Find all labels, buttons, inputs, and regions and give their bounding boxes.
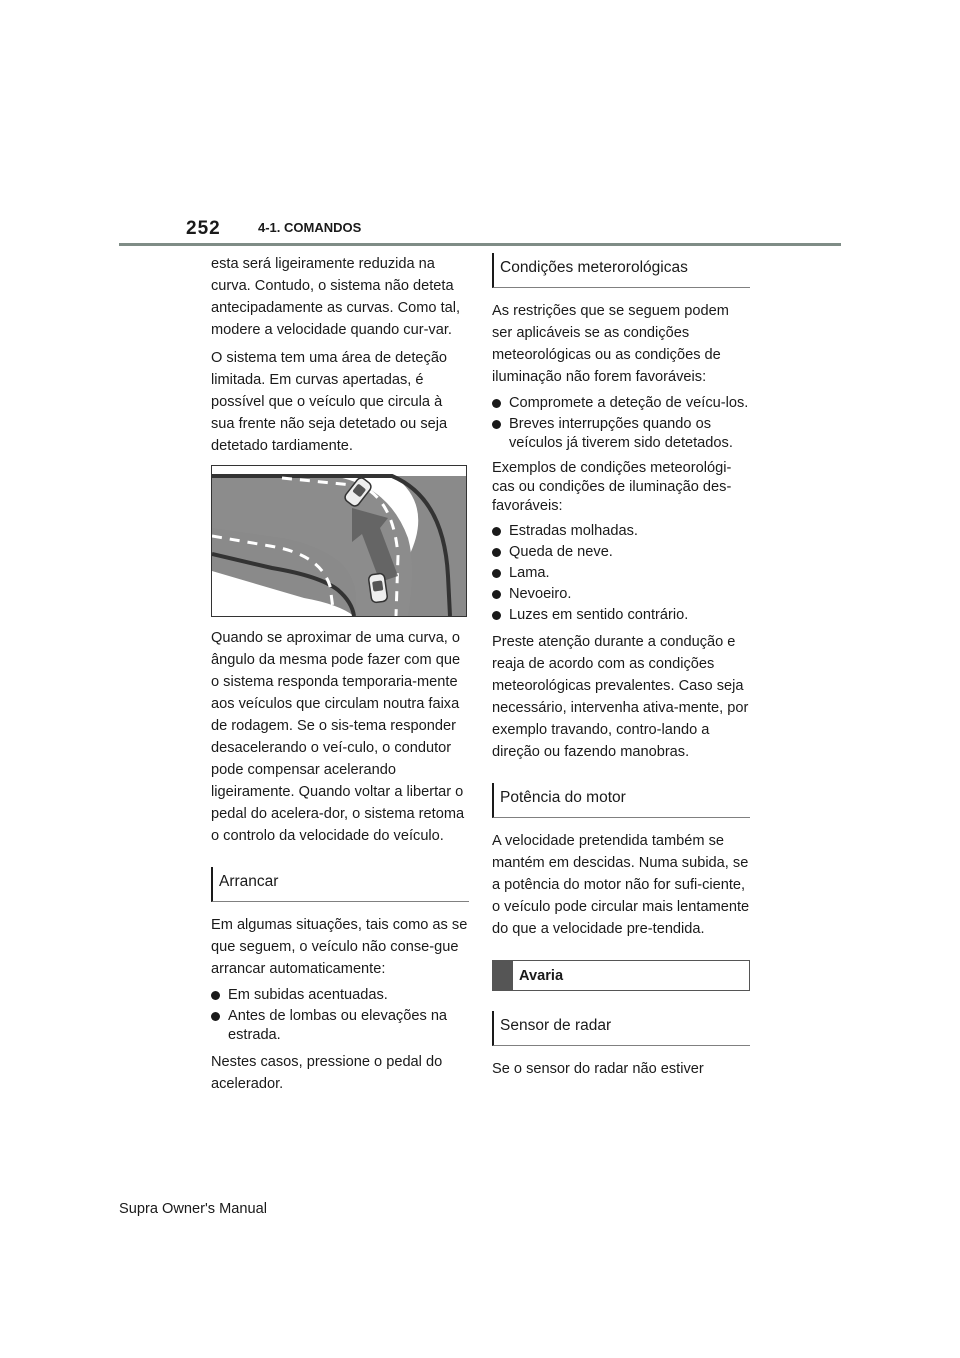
list-item: Lama. <box>492 564 750 583</box>
list-item: Compromete a deteção de veícu-los. <box>492 394 750 413</box>
bullet-list <box>492 522 750 625</box>
paragraph: O sistema tem uma área de deteção limitada. Em curvas apertadas, é possível que o veículo que circula à sua frente não seja detetado ou seja detetado tardiamente. <box>211 350 448 454</box>
page-number: 252 <box>186 218 221 239</box>
bullet-icon <box>492 590 501 599</box>
paragraph: Se o sensor do radar não estiver <box>492 1061 704 1077</box>
list-item: Luzes em sentido contrário. <box>492 606 750 625</box>
section-title: 4-1. COMANDOS <box>258 220 362 235</box>
heading-engine-power: Potência do motor <box>492 783 750 818</box>
paragraph: esta será ligeiramente reduzida na curva. Contudo, o sistema não deteta antecipadamente as curvas. Como tal, modere a velocidade quando cur-var. <box>211 256 461 338</box>
bullet-list <box>492 394 750 453</box>
paragraph: Quando se aproximar de uma curva, o ângulo da mesma pode fazer com que o sistema responda temporaria-mente aos veículos que circulam noutra faixa de rodagem. Se o sis-tema responder desacelerando o veí-culo, o condutor pode compensar acelerando ligeiramente. Quando voltar a libertar o pedal do acelera-dor, o sistema retoma o controlo da velocidade do veículo. <box>211 630 465 844</box>
paragraph: Preste atenção durante a condução e reaja de acordo com as condições meteorológicas prevalentes. Caso seja necessário, intervenha ativa-mente, por exemplo travando, contro-lando a direção ou fazendo manobras. <box>492 634 749 760</box>
list-item: Estradas molhadas. <box>492 522 750 541</box>
heading-radar-sensor: Sensor de radar <box>492 1011 750 1046</box>
paragraph: Exemplos de condições meteorológi-cas ou condições de iluminação des-favoráveis: <box>492 460 732 514</box>
list-item: Breves interrupções quando os veículos já tiverem sido detetados. <box>492 415 750 453</box>
bullet-icon <box>492 611 501 620</box>
bullet-icon <box>492 569 501 578</box>
heading-arrancar: Arrancar <box>211 867 469 902</box>
heading-weather: Condições meterorológicas <box>492 253 750 288</box>
list-item: Antes de lombas ou elevações na estrada. <box>211 1007 469 1045</box>
bullet-icon <box>211 1012 220 1021</box>
list-item: Nevoeiro. <box>492 585 750 604</box>
paragraph: A velocidade pretendida também se mantém em descidas. Numa subida, se a potência do motor não for sufi-ciente, o veículo pode circular mais lentamente do que a velocidade pre-tendida. <box>492 833 750 937</box>
list-item: Em subidas acentuadas. <box>211 986 469 1005</box>
box-heading-bar <box>493 961 513 990</box>
bullet-icon <box>492 399 501 408</box>
bullet-icon <box>492 527 501 536</box>
bullet-icon <box>492 420 501 429</box>
footer-manual-name: Supra Owner's Manual <box>119 1201 267 1217</box>
bullet-icon <box>211 991 220 1000</box>
bullet-list <box>211 986 469 1045</box>
bullet-icon <box>492 548 501 557</box>
paragraph: Em algumas situações, tais como as se que seguem, o veículo não conse-gue arrancar automaticamente: <box>211 917 468 977</box>
left-column <box>211 253 469 1101</box>
paragraph: As restrições que se seguem podem ser aplicáveis se as condições meteorológicas ou as condições de iluminação não forem favoráveis: <box>492 303 729 385</box>
box-heading-label: Avaria <box>519 968 564 984</box>
curve-detection-illustration <box>211 465 467 617</box>
box-heading-avaria <box>492 960 750 991</box>
paragraph: Nestes casos, pressione o pedal do acelerador. <box>211 1054 443 1092</box>
right-column <box>492 253 750 1086</box>
list-item: Queda de neve. <box>492 543 750 562</box>
header-rule <box>119 243 841 246</box>
